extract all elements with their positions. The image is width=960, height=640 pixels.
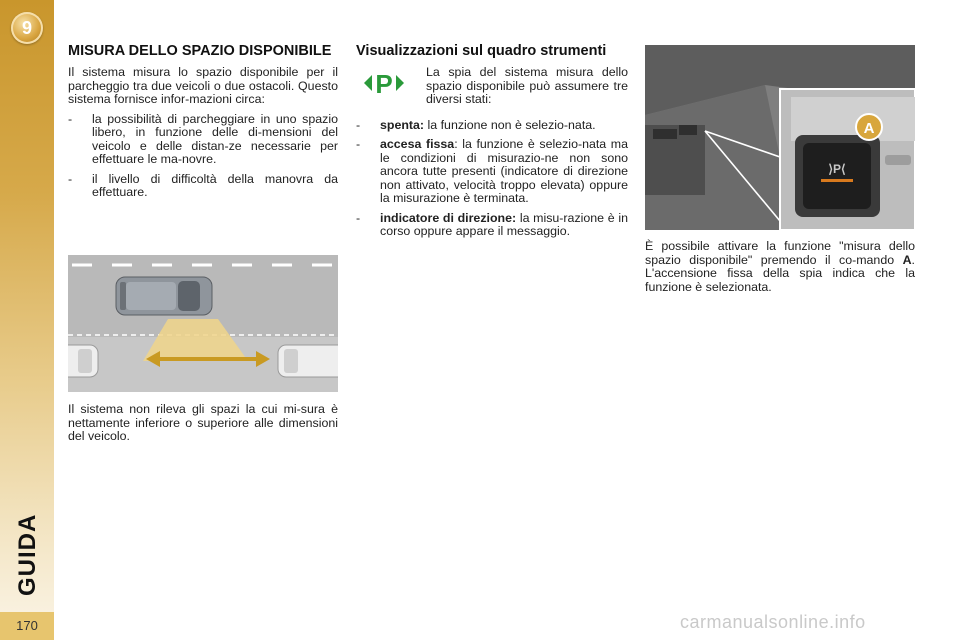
list-item: - il livello di difficoltà della manovra da effettuare.: [68, 173, 338, 200]
parked-car-right: [278, 345, 338, 377]
section-heading: MISURA DELLO SPAZIO DISPONIBILE: [68, 43, 332, 59]
section-cluster-display: [356, 44, 628, 245]
list-item: - la possibilità di parcheggiare in uno spazio libero, in funzione delle di-mensioni del veicolo e delle distan-ze necessarie per effettuare le ma-novre.: [68, 113, 338, 167]
state-steady: - accesa fissa: la funzione è selezio-nata ma le condizioni di misurazio-ne non sono ancora tutte presenti (indicatore di direzione non attivato, velocità troppo elevata) oppure la misurazione è terminata.: [356, 138, 628, 206]
section-space-measure: [68, 44, 338, 206]
section-heading: Visualizzazioni sul quadro strumenti: [356, 43, 607, 59]
parked-car-left: [68, 345, 98, 377]
svg-text:A: A: [863, 120, 875, 137]
control-photo: [645, 45, 915, 230]
states-list: [356, 119, 628, 239]
dashboard-photo-graphic: [645, 45, 915, 230]
chapter-badge: 9: [11, 12, 43, 44]
state-off: - spenta: la funzione non è selezio-nata.: [356, 119, 628, 133]
moving-car: [116, 277, 212, 315]
svg-text:⟩P⟨: ⟩P⟨: [828, 162, 846, 176]
chapter-title: GUIDA: [14, 513, 41, 597]
info-list: [68, 113, 338, 200]
park-assist-lamp-icon: [362, 68, 406, 98]
page-number: 170: [0, 612, 54, 640]
svg-text:P: P: [375, 69, 393, 98]
chapter-sidebar: [0, 0, 54, 640]
lamp-description: La spia del sistema misura dello spazio disponibile può assumere tre diversi stati:: [426, 65, 628, 106]
activation-text: È possibile attivare la funzione "misura dello spazio disponibile" premendo il co-mando A. L'accensione fissa della spia indica che la funzione è selezionata.: [645, 239, 915, 294]
parking-illustration: [68, 255, 338, 392]
parking-scene-graphic: [68, 255, 338, 392]
intro-paragraph: Il sistema misura lo spazio disponibile per il parcheggio tra due veicoli o due ostacoli. Questo sistema fornisce infor-mazioni circa:: [68, 65, 338, 106]
callout-a-badge: [856, 114, 882, 140]
state-indicator: - indicatore di direzione: la misu-razione è in corso oppure appare il messaggio.: [356, 212, 628, 239]
illustration-caption: Il sistema non rileva gli spazi la cui mi-sura è nettamente inferiore o superiore alle dimensioni del veicolo.: [68, 402, 338, 443]
watermark: carmanualsonline.info: [680, 612, 866, 632]
lamp-row: [356, 66, 628, 107]
